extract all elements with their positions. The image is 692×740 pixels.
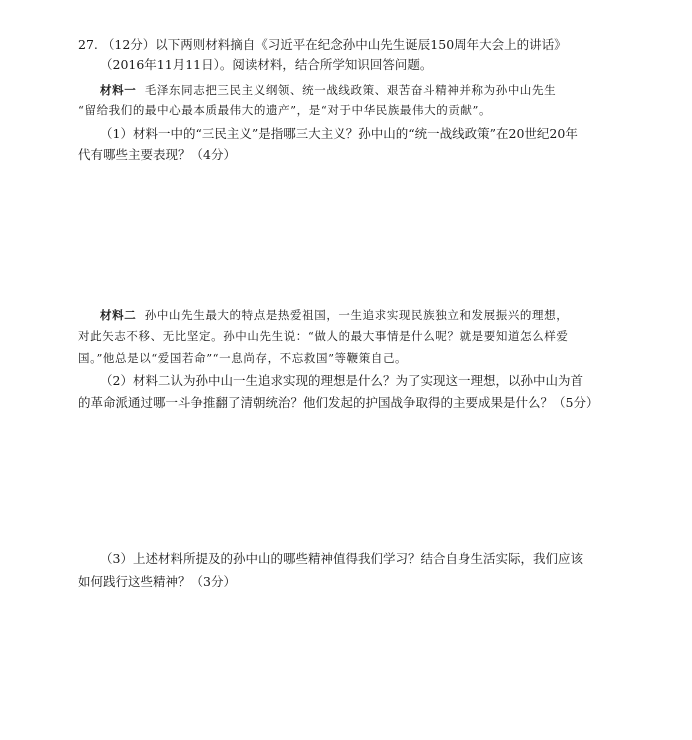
question-score: （12分）: [101, 37, 156, 52]
question-number: 27.: [78, 37, 98, 52]
material1-line2: “留给我们的最中心最本质最伟大的遗产”，是“对于中华民族最伟大的贡献”。: [78, 103, 492, 117]
material2-label: 材料二: [100, 308, 137, 322]
question-header: [78, 37, 567, 53]
material1-label: 材料一: [100, 83, 137, 97]
material2-text1: 孙中山先生最大的特点是热爱祖国，一生追求实现民族独立和发展振兴的理想，: [144, 308, 569, 322]
sub-question3-line2: 如何践行这些精神？（3分）: [78, 574, 236, 589]
sub-question1-line2: 代有哪些主要表现？（4分）: [78, 147, 236, 162]
material2-line1: [100, 307, 568, 323]
sub-question1-line1: （1）材料一中的“三民主义”是指哪三大主义？孙中山的“统一战线政策”在20世纪20年: [100, 126, 578, 141]
question-intro-line2: （2016年11月11日）。阅读材料，结合所学知识回答问题。: [100, 57, 433, 72]
material1-text1: 毛泽东同志把三民主义纲领、统一战线政策、艰苦奋斗精神并称为孙中山先生: [144, 83, 557, 97]
sub-question2-line2: 的革命派通过哪一斗争推翻了清朝统治？他们发起的护国战争取得的主要成果是什么？（5分）: [78, 395, 599, 410]
sub-question2-line1: （2）材料二认为孙中山一生追求实现的理想是什么？为了实现这一理想，以孙中山为首: [100, 373, 583, 388]
material2-line3: 国。”他总是以“爱国若命”“一息尚存，不忘救国”等鞭策自己。: [78, 351, 408, 365]
material1-line1: [100, 82, 556, 98]
sub-question3-line1: （3）上述材料所提及的孙中山的哪些精神值得我们学习？结合自身生活实际，我们应该: [100, 551, 583, 566]
question-intro-line1: 以下两则材料摘自《习近平在纪念孙中山先生诞辰150周年大会上的讲话》: [155, 37, 567, 52]
material2-line2: 对此矢志不移、无比坚定。孙中山先生说：“做人的最大事情是什么呢？就是要知道怎么样爱: [78, 329, 569, 343]
